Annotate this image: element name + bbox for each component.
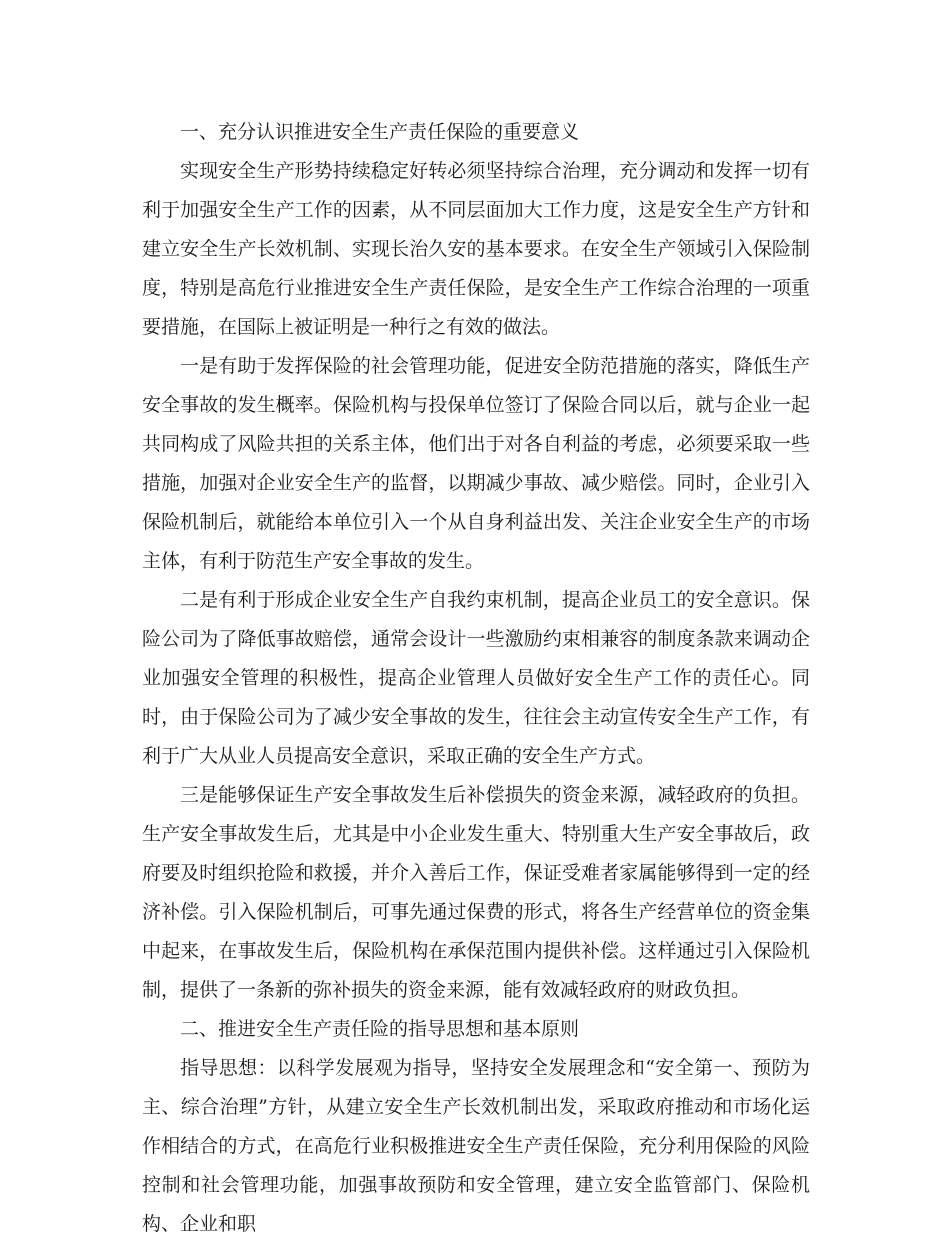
paragraph-guiding-thought: 指导思想：以科学发展观为指导，坚持安全发展理念和“安全第一、预防为主、综合治理”方针，从建立安全生产长效机制出发，采取政府推动和市场化运作相结合的方式，在高危行业积极推进安全生产责任保险，充分利用保险的风险控制和社会管理功能，加强事故预防和安全管理，建立安全监管部门、保险机构、企业和职 [142, 1057, 810, 1235]
document-body [142, 113, 810, 1244]
paragraph-point-three: 三是能够保证生产安全事故发生后补偿损失的资金来源，减轻政府的负担。生产安全事故发生后，尤其是中小企业发生重大、特别重大生产安全事故后，政府要及时组织抢险和救援，并介入善后工作，保证受难者家属能够得到一定的经济补偿。引入保险机制后，可事先通过保费的形式，将各生产经营单位的资金集中起来，在事故发生后，保险机构在承保范围内提供补偿。这样通过引入保险机制，提供了一条新的弥补损失的资金来源，能有效减轻政府的财政负担。 [142, 784, 810, 1001]
paragraph-significance: 实现安全生产形势持续稳定好转必须坚持综合治理，充分调动和发挥一切有利于加强安全生产工作的因素，从不同层面加大工作力度，这是安全生产方针和建立安全生产长效机制、实现长治久安的基本要求。在安全生产领域引入保险制度，特别是高危行业推进安全生产责任保险，是安全生产工作综合治理的一项重要措施，在国际上被证明是一种行之有效的做法。 [142, 160, 810, 338]
section-heading-2: 二、推进安全生产责任险的指导思想和基本原则 [180, 1018, 580, 1040]
paragraph-point-two: 二是有利于形成企业安全生产自我约束机制，提高企业员工的安全意识。保险公司为了降低事故赔偿，通常会设计一些激励约束相兼容的制度条款来调动企业加强安全管理的积极性，提高企业管理人员做好安全生产工作的责任心。同时，由于保险公司为了减少安全事故的发生，往往会主动宣传安全生产工作，有利于广大从业人员提高安全意识，采取正确的安全生产方式。 [142, 589, 810, 767]
paragraph-point-one: 一是有助于发挥保险的社会管理功能，促进安全防范措施的落实，降低生产安全事故的发生概率。保险机构与投保单位签订了保险合同以后，就与企业一起共同构成了风险共担的关系主体，他们出于对各自利益的考虑，必须要采取一些措施，加强对企业安全生产的监督，以期减少事故、减少赔偿。同时，企业引入保险机制后，就能给本单位引入一个从自身利益出发、关注企业安全生产的市场主体，有利于防范生产安全事故的发生。 [142, 355, 810, 572]
section-heading-1: 一、充分认识推进安全生产责任保险的重要意义 [180, 121, 580, 143]
